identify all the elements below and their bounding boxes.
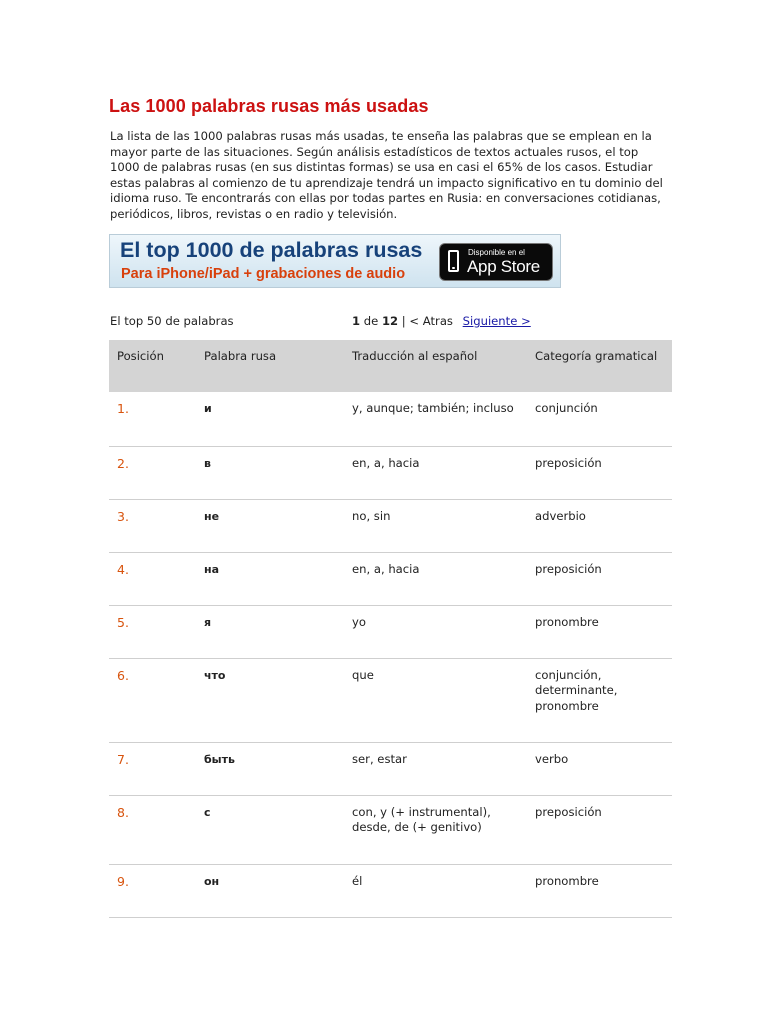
word-table [109, 340, 672, 918]
page-current: 1 [352, 314, 361, 328]
category-cell: conjunción, determinante, pronombre [527, 658, 672, 742]
table-row [109, 864, 672, 917]
table-row [109, 658, 672, 742]
page-title: Las 1000 palabras rusas más usadas [109, 96, 429, 116]
table-row [109, 795, 672, 864]
table-header-row [109, 340, 672, 392]
category-cell: conjunción [527, 392, 672, 446]
translation-cell: y, aunque; también; incluso [344, 392, 527, 446]
position-cell: 9. [109, 864, 196, 917]
table-row [109, 499, 672, 552]
header-translation: Traducción al español [344, 340, 527, 392]
table-row [109, 605, 672, 658]
intro-paragraph: La lista de las 1000 palabras rusas más usadas, te enseña las palabras que se emplean en la mayor parte de las situaciones. Según análisis estadísticos de textos actuales rusos, el top 1000 de palabras rusas (en sus distintas formas) se usa en casi el 65% de los casos. Estudiar estas palabras al comienzo de tu aprendizaje tendrá un impacto significativo en tu dominio del idioma ruso. Te encontrarás con ellas por todas partes en Rusia: en conversaciones cotidianas, periódicos, libros, revistas o en radio y televisión. [110, 129, 663, 221]
category-cell: verbo [527, 742, 672, 795]
table-row [109, 446, 672, 499]
translation-cell: él [344, 864, 527, 917]
category-cell: pronombre [527, 605, 672, 658]
russian-word-cell: и [196, 392, 344, 446]
translation-cell: en, a, hacia [344, 446, 527, 499]
russian-word-cell: быть [196, 742, 344, 795]
category-cell: preposición [527, 552, 672, 605]
badge-small-text: Disponible en el [468, 248, 525, 257]
russian-word-cell: в [196, 446, 344, 499]
table-row [109, 552, 672, 605]
page-separator: | [401, 314, 406, 328]
page-of: de [363, 314, 379, 328]
translation-cell: que [344, 658, 527, 742]
position-cell: 3. [109, 499, 196, 552]
table-row [109, 742, 672, 795]
category-cell: preposición [527, 446, 672, 499]
banner-subline: Para iPhone/iPad + grabaciones de audio [121, 266, 406, 282]
position-cell: 4. [109, 552, 196, 605]
pagination [352, 314, 531, 328]
badge-big-text: App Store [467, 257, 540, 276]
header-position: Posición [109, 340, 196, 392]
iphone-icon [448, 250, 459, 272]
russian-word-cell: не [196, 499, 344, 552]
position-cell: 7. [109, 742, 196, 795]
banner-headline: El top 1000 de palabras rusas [120, 238, 423, 262]
position-cell: 8. [109, 795, 196, 864]
header-russian-word: Palabra rusa [196, 340, 344, 392]
category-cell: pronombre [527, 864, 672, 917]
russian-word-cell: на [196, 552, 344, 605]
translation-cell: con, y (+ instrumental), desde, de (+ genitivo) [344, 795, 527, 864]
list-caption: El top 50 de palabras [110, 314, 234, 328]
table-row [109, 392, 672, 446]
category-cell: adverbio [527, 499, 672, 552]
russian-word-cell: что [196, 658, 344, 742]
app-banner[interactable] [109, 234, 561, 288]
app-store-badge[interactable] [439, 243, 553, 281]
translation-cell: yo [344, 605, 527, 658]
translation-cell: no, sin [344, 499, 527, 552]
back-label: < Atras [409, 314, 453, 328]
translation-cell: en, a, hacia [344, 552, 527, 605]
page-total: 12 [381, 314, 399, 328]
russian-word-cell: он [196, 864, 344, 917]
position-cell: 6. [109, 658, 196, 742]
header-category: Categoría gramatical [527, 340, 672, 392]
russian-word-cell: я [196, 605, 344, 658]
position-cell: 2. [109, 446, 196, 499]
next-page-link[interactable]: Siguiente > [462, 314, 531, 328]
russian-word-cell: с [196, 795, 344, 864]
translation-cell: ser, estar [344, 742, 527, 795]
position-cell: 1. [109, 392, 196, 446]
category-cell: preposición [527, 795, 672, 864]
position-cell: 5. [109, 605, 196, 658]
